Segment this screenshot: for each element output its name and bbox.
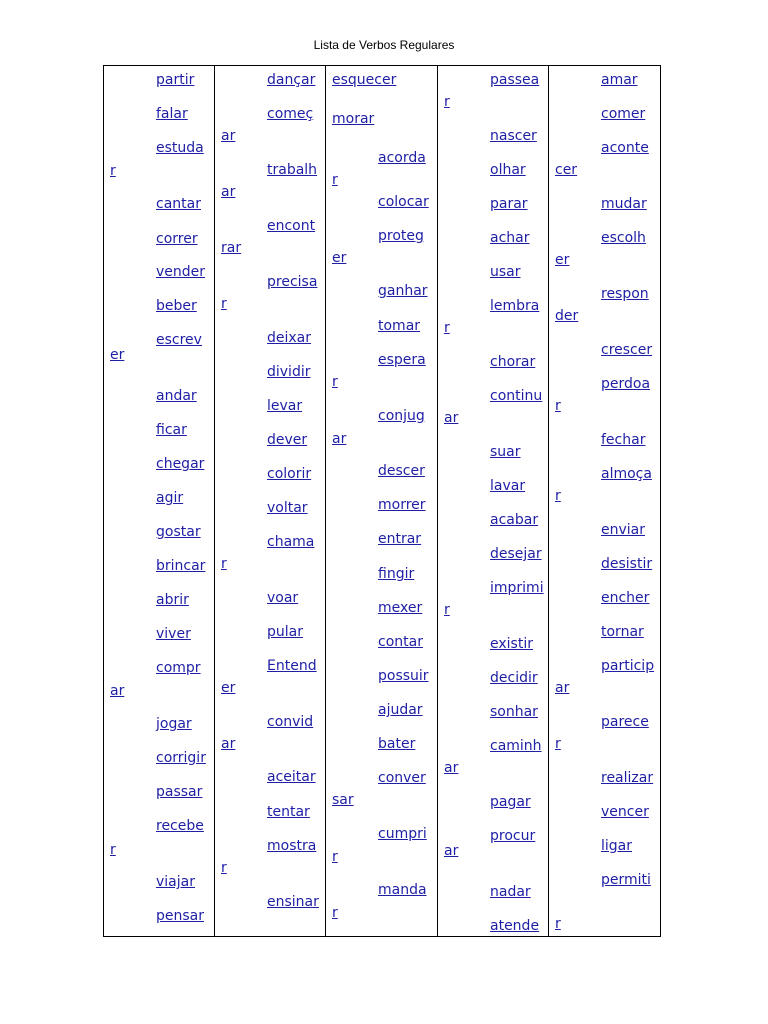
verb-link[interactable]: achar [490, 230, 530, 246]
verb-fragment-link[interactable]: der [555, 308, 579, 324]
verb-link[interactable]: gostar [156, 524, 201, 540]
verb-fragment-link[interactable]: r [332, 172, 338, 188]
verb-fragment-link[interactable]: r [332, 849, 338, 865]
verb-link[interactable]: continu [490, 388, 543, 404]
verb-link[interactable]: deixar [267, 330, 312, 346]
verb-link[interactable]: cumpri [378, 826, 427, 842]
verb-fragment-link[interactable]: r [555, 916, 561, 932]
verb-link[interactable]: usar [490, 264, 521, 280]
verb-link[interactable]: conver [378, 770, 426, 786]
verb-link[interactable]: aceitar [267, 769, 316, 785]
verb-link[interactable]: Entend [267, 658, 317, 674]
verb-link[interactable]: precisa [267, 274, 318, 290]
verb-link[interactable]: escolh [601, 230, 646, 246]
verb-link[interactable]: ganhar [378, 283, 428, 299]
verb-link[interactable]: perdoa [601, 376, 651, 392]
verb-fragment-link[interactable]: ar [221, 184, 236, 200]
verb-link[interactable]: amar [601, 72, 638, 88]
verb-fragment-link[interactable]: ar [332, 431, 347, 447]
verb-link[interactable]: parece [601, 714, 649, 730]
verb-link[interactable]: dançar [267, 72, 316, 88]
verb-fragment-link[interactable]: er [332, 250, 347, 266]
verb-link[interactable]: pagar [490, 794, 531, 810]
verb-fragment-link[interactable]: ar [110, 683, 125, 699]
verb-link[interactable]: vencer [601, 804, 649, 820]
verb-link[interactable]: mudar [601, 196, 647, 212]
verb-link[interactable]: entrar [378, 531, 422, 547]
verb-link[interactable]: lavar [490, 478, 526, 494]
verb-link[interactable]: espera [378, 352, 426, 368]
verb-link[interactable]: trabalh [267, 162, 318, 178]
verb-link[interactable]: conjug [378, 408, 425, 424]
verb-fragment-link[interactable]: er [221, 680, 236, 696]
verb-link[interactable]: mostra [267, 838, 317, 854]
verb-link[interactable]: decidir [490, 670, 538, 686]
verb-link[interactable]: morar [332, 111, 375, 127]
verb-link[interactable]: imprimi [490, 580, 544, 596]
verb-link[interactable]: caminh [490, 738, 542, 754]
verb-link[interactable]: agir [156, 490, 184, 506]
verb-link[interactable]: encont [267, 218, 316, 234]
verb-fragment-link[interactable]: ar [444, 843, 459, 859]
verb-link[interactable]: chorar [490, 354, 536, 370]
verb-link[interactable]: ensinar [267, 894, 319, 910]
verb-fragment-link[interactable]: er [110, 347, 125, 363]
column-divider [325, 66, 326, 936]
verb-fragment-link[interactable]: r [444, 320, 450, 336]
verb-link[interactable]: colorir [267, 466, 312, 482]
verb-link[interactable]: possuir [378, 668, 429, 684]
verb-link[interactable]: cantar [156, 196, 201, 212]
verb-fragment-link[interactable]: rar [221, 240, 242, 256]
verb-link[interactable]: ajudar [378, 702, 423, 718]
verb-fragment-link[interactable]: r [110, 842, 116, 858]
verb-link[interactable]: nadar [490, 884, 531, 900]
verb-link[interactable]: existir [490, 636, 533, 652]
verb-table [103, 65, 661, 937]
verb-link[interactable]: encher [601, 590, 650, 606]
verb-link[interactable]: pular [267, 624, 303, 640]
column-divider [214, 66, 215, 936]
verb-link[interactable]: estuda [156, 140, 204, 156]
verb-fragment-link[interactable]: r [555, 736, 561, 752]
verb-link[interactable]: morrer [378, 497, 426, 513]
verb-link[interactable]: ligar [601, 838, 633, 854]
verb-link[interactable]: atende [490, 918, 540, 934]
verb-link[interactable]: permiti [601, 872, 651, 888]
verb-link[interactable]: brincar [156, 558, 206, 574]
verb-link[interactable]: partir [156, 72, 195, 88]
verb-link[interactable]: lembra [490, 298, 540, 314]
verb-fragment-link[interactable]: r [555, 488, 561, 504]
verb-link[interactable]: enviar [601, 522, 645, 538]
verb-link[interactable]: viajar [156, 874, 195, 890]
verb-link[interactable]: acabar [490, 512, 539, 528]
document-title: Lista de Verbos Regulares [313, 38, 455, 52]
verb-fragment-link[interactable]: cer [555, 162, 578, 178]
verb-link[interactable]: desistir [601, 556, 653, 572]
verb-fragment-link[interactable]: ar [555, 680, 570, 696]
verb-link[interactable]: descer [378, 463, 425, 479]
verb-link[interactable]: contar [378, 634, 423, 650]
verb-link[interactable]: ficar [156, 422, 187, 438]
column-divider [548, 66, 549, 936]
verb-link[interactable]: escrev [156, 332, 202, 348]
verb-link[interactable]: convid [267, 714, 314, 730]
verb-link[interactable]: manda [378, 882, 427, 898]
verb-fragment-link[interactable]: r [221, 860, 227, 876]
column-divider [437, 66, 438, 936]
verb-link[interactable]: acorda [378, 150, 426, 166]
verb-link[interactable]: falar [156, 106, 188, 122]
verb-fragment-link[interactable]: sar [332, 792, 354, 808]
verb-link[interactable]: parar [490, 196, 528, 212]
verb-link[interactable]: mexer [378, 600, 423, 616]
verb-link[interactable]: fechar [601, 432, 646, 448]
verb-link[interactable]: passar [156, 784, 203, 800]
verb-link[interactable]: chegar [156, 456, 205, 472]
verb-fragment-link[interactable]: r [555, 398, 561, 414]
verb-link[interactable]: chama [267, 534, 315, 550]
verb-link[interactable]: correr [156, 231, 198, 247]
verb-fragment-link[interactable]: r [221, 556, 227, 572]
verb-link[interactable]: tentar [267, 804, 310, 820]
verb-fragment-link[interactable]: ar [444, 410, 459, 426]
verb-link[interactable]: suar [490, 444, 521, 460]
verb-fragment-link[interactable]: r [444, 94, 450, 110]
verb-link[interactable]: levar [267, 398, 303, 414]
verb-link[interactable]: jogar [156, 716, 192, 732]
verb-fragment-link[interactable]: ar [221, 736, 236, 752]
verb-link[interactable]: respon [601, 286, 649, 302]
verb-link[interactable]: vender [156, 264, 206, 280]
verb-fragment-link[interactable]: r [221, 296, 227, 312]
verb-fragment-link[interactable]: r [332, 374, 338, 390]
verb-link[interactable]: procur [490, 828, 536, 844]
verb-fragment-link[interactable]: ar [444, 760, 459, 776]
verb-link[interactable]: bater [378, 736, 416, 752]
verb-link[interactable]: almoça [601, 466, 652, 482]
verb-link[interactable]: olhar [490, 162, 526, 178]
verb-link[interactable]: particip [601, 658, 655, 674]
verb-link[interactable]: colocar [378, 194, 429, 210]
verb-link[interactable]: compr [156, 660, 201, 676]
verb-link[interactable]: sonhar [490, 704, 538, 720]
verb-fragment-link[interactable]: r [444, 602, 450, 618]
verb-link[interactable]: tomar [378, 318, 421, 334]
verb-fragment-link[interactable]: r [332, 905, 338, 921]
verb-fragment-link[interactable]: er [555, 252, 570, 268]
verb-link[interactable]: voltar [267, 500, 308, 516]
verb-link[interactable]: andar [156, 388, 197, 404]
verb-link[interactable]: beber [156, 298, 197, 314]
verb-link[interactable]: crescer [601, 342, 653, 358]
verb-link[interactable]: corrigir [156, 750, 206, 766]
verb-link[interactable]: desejar [490, 546, 542, 562]
verb-link[interactable]: nascer [490, 128, 537, 144]
verb-link[interactable]: dever [267, 432, 308, 448]
verb-link[interactable]: fingir [378, 566, 415, 582]
verb-link[interactable]: dividir [267, 364, 311, 380]
verb-link[interactable]: pensar [156, 908, 205, 924]
verb-link[interactable]: recebe [156, 818, 204, 834]
verb-link[interactable]: aconte [601, 140, 649, 156]
verb-link[interactable]: realizar [601, 770, 654, 786]
verb-link[interactable]: voar [267, 590, 299, 606]
verb-fragment-link[interactable]: r [110, 163, 116, 179]
verb-link[interactable]: viver [156, 626, 191, 642]
verb-link[interactable]: tornar [601, 624, 644, 640]
verb-link[interactable]: passea [490, 72, 540, 88]
verb-fragment-link[interactable]: ar [221, 128, 236, 144]
verb-link[interactable]: começ [267, 106, 314, 122]
verb-link[interactable]: esquecer [332, 72, 397, 88]
verb-link[interactable]: comer [601, 106, 646, 122]
verb-link[interactable]: proteg [378, 228, 424, 244]
verb-link[interactable]: abrir [156, 592, 189, 608]
